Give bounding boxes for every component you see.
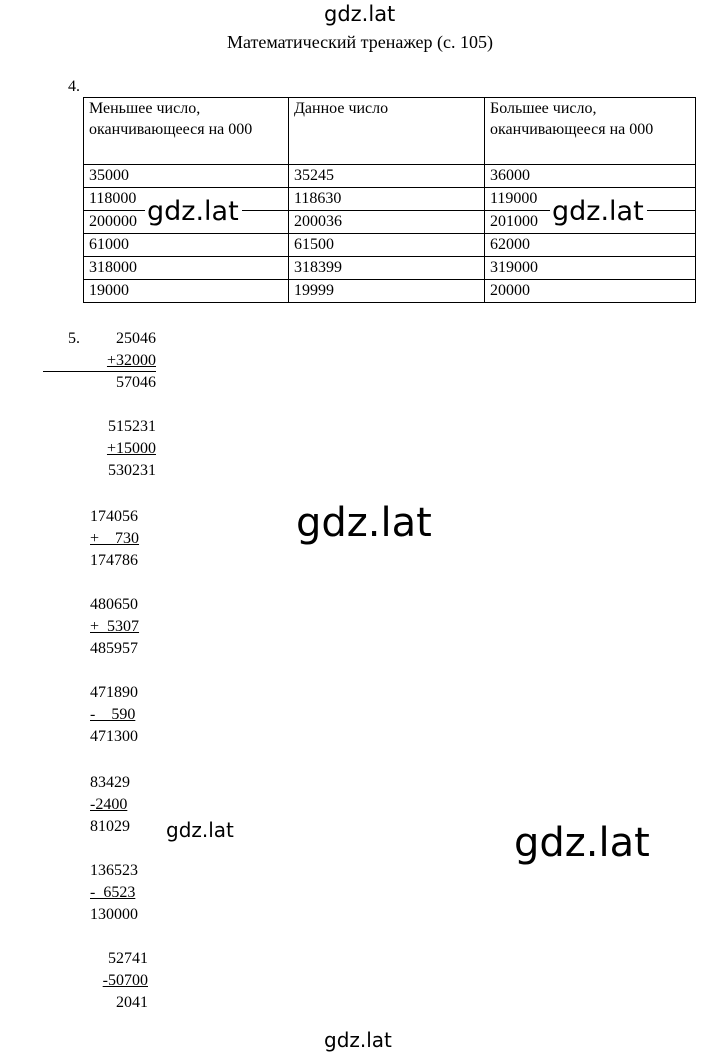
result: 57046 (116, 374, 156, 391)
table-cell: 61000 (84, 234, 289, 257)
result: 174786 (90, 552, 138, 569)
watermark-table-left: gdz.lat (145, 196, 242, 228)
table-cell: 19000 (84, 280, 289, 303)
result: 81029 (90, 818, 130, 835)
calculation-2 (86, 416, 156, 482)
exercise-5-number: 5. (68, 330, 80, 347)
calculation-3 (90, 506, 156, 572)
operand: 136523 (90, 862, 138, 879)
calculation-8 (90, 948, 148, 1014)
table-cell: 35000 (84, 165, 289, 188)
table-cell: 318399 (289, 257, 485, 280)
result: 130000 (90, 906, 138, 923)
operand-with-sign: - 590 (90, 706, 136, 723)
result: 471300 (90, 728, 138, 745)
calculation-6 (90, 772, 156, 838)
table-cell: 200036 (289, 211, 485, 234)
calculation-5 (90, 682, 156, 748)
header-smaller-number: Меньшее число, оканчивающееся на 000 (84, 98, 289, 165)
operand: 174056 (90, 508, 138, 525)
table-cell: 20000 (485, 280, 696, 303)
operand-with-sign: -2400 (90, 796, 128, 813)
watermark-big: gdz.lat (514, 820, 650, 866)
calculation-4 (90, 594, 156, 660)
table-cell: 200000 (84, 211, 289, 234)
operand-with-sign: + 5307 (90, 618, 140, 635)
operand: 83429 (90, 774, 130, 791)
exercise-4-number: 4. (68, 78, 80, 95)
header-given-number: Данное число (289, 98, 485, 165)
operand: 471890 (90, 684, 138, 701)
result: 2041 (116, 994, 148, 1011)
table-row (84, 280, 696, 303)
page-title: Математический тренажер (с. 105) (226, 32, 494, 52)
operand-with-sign: +15000 (106, 440, 156, 457)
watermark-table-right: gdz.lat (550, 196, 647, 228)
table-cell: 36000 (485, 165, 696, 188)
table-row (84, 257, 696, 280)
table-cell: 62000 (485, 234, 696, 257)
table-cell: 19999 (289, 280, 485, 303)
operand: 480650 (90, 596, 138, 613)
watermark-top: gdz.lat (324, 2, 396, 26)
header-larger-number: Большее число, оканчивающееся на 000 (485, 98, 696, 165)
watermark-middle: gdz.lat (296, 500, 432, 546)
table-cell: 318000 (84, 257, 289, 280)
operand-with-sign: + 730 (90, 530, 140, 547)
table-cell: 118000 (84, 188, 289, 211)
operand: 25046 (116, 330, 156, 347)
table-cell: 319000 (485, 257, 696, 280)
operand: 515231 (108, 418, 156, 435)
watermark-bottom: gdz.lat (324, 1028, 392, 1052)
table-cell: 118630 (289, 188, 485, 211)
table-cell: 61500 (289, 234, 485, 257)
table-cell: 35245 (289, 165, 485, 188)
operand: 52741 (108, 950, 148, 967)
result: 485957 (90, 640, 138, 657)
calculation-7 (90, 860, 156, 926)
table-cell: 119000 (485, 188, 696, 211)
operand-with-sign: - 6523 (90, 884, 136, 901)
table-row (84, 234, 696, 257)
calculation-1 (80, 328, 156, 394)
watermark-small: gdz.lat (166, 818, 234, 842)
operand-with-sign: +32000 (106, 352, 156, 369)
result: 530231 (108, 462, 156, 479)
table-row (84, 165, 696, 188)
operand-with-sign: -50700 (102, 972, 148, 989)
table-cell: 201000 (485, 211, 696, 234)
table-header-row (84, 98, 696, 165)
